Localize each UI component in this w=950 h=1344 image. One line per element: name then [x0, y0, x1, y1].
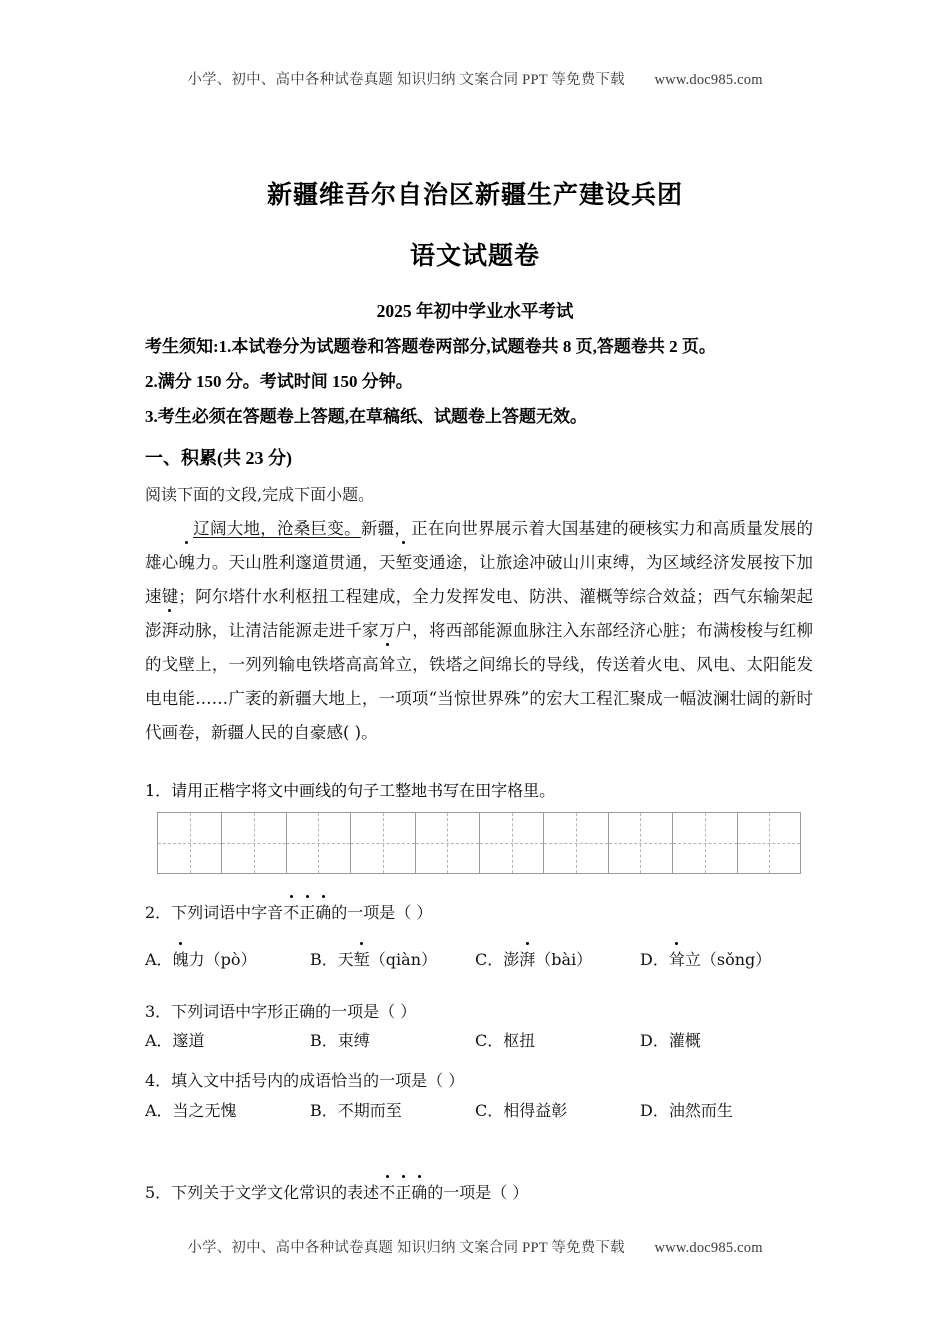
watermark-promo-text: 小学、初中、高中各种试卷真题 知识归纳 文案合同 PPT 等免费下载 [187, 72, 625, 88]
question-2-emphasis-2: 正 [299, 900, 315, 923]
question-4-options [145, 1098, 825, 1121]
passage-segment-2: 力。天山胜利邃道贯通，天 [194, 553, 396, 572]
question-4-option-d[interactable]: D．油然而生 [640, 1101, 733, 1120]
option-label: D． [640, 950, 669, 969]
reading-passage [145, 512, 813, 750]
question-2-option-c[interactable] [475, 947, 640, 970]
exam-name: 2025 年初中学业水平考试 [376, 301, 574, 321]
subject-title: 语文试题卷 [409, 241, 540, 270]
tianzige-cell[interactable] [737, 812, 801, 874]
watermark-site-url: www.doc985.com [654, 1240, 763, 1256]
option-emphasis-char: 湃 [519, 947, 535, 970]
tianzige-cell[interactable] [543, 812, 607, 874]
option-label: B． [310, 950, 338, 969]
tianzige-cell[interactable] [608, 812, 672, 874]
option-emphasis-char: 魄 [173, 947, 189, 970]
option-label: C． [475, 950, 504, 969]
question-3-stem: 3．下列词语中字形正确的一项是（ ） [145, 1002, 417, 1021]
question-3-option-d[interactable]: D．灌概 [640, 1031, 701, 1050]
section-heading: 一、积累(共 23 分) [145, 448, 292, 468]
tianzige-cell[interactable] [672, 812, 736, 874]
option-pre: 澎 [503, 950, 520, 969]
option-pre: 天 [337, 950, 354, 969]
question-3-option-b[interactable]: B．束缚 [310, 1031, 370, 1050]
tianzige-writing-grid[interactable] [157, 812, 801, 874]
notice-line-2: 2.满分 150 分。考试时间 150 分钟。 [145, 372, 413, 391]
option-label: A． [145, 950, 173, 969]
option-emphasis-char: 堑 [354, 947, 370, 970]
tianzige-cell[interactable] [415, 812, 479, 874]
watermark-promo-text: 小学、初中、高中各种试卷真题 知识归纳 文案合同 PPT 等免费下载 [187, 1240, 625, 1256]
question-2-emphasis-1: 不 [283, 900, 299, 923]
question-5-emphasis-1: 不 [379, 1180, 395, 1203]
passage-emphasis-qian: 堑 [396, 546, 413, 580]
question-2-stem-before: 2．下列词语中字音 [145, 903, 284, 922]
question-4-option-c[interactable]: C．相得益彰 [475, 1101, 568, 1120]
tianzige-cell[interactable] [221, 812, 285, 874]
passage-segment-4: 动脉，让清洁能源走进千家万户，将西部能源血脉注入东部经济心脏；布满梭梭与红柳的戈壁上，一列列输电铁塔高高 [145, 621, 814, 674]
reading-instruction: 阅读下面的文段,完成下面小题。 [145, 485, 375, 504]
question-2-option-a[interactable] [145, 947, 310, 970]
page-title: 新疆维吾尔自治区新疆生产建设兵团 [266, 180, 683, 209]
question-4-option-b[interactable]: B．不期而至 [310, 1101, 402, 1120]
watermark-site-url: www.doc985.com [654, 72, 763, 88]
passage-segment-5: 立，铁塔之间绵长的导线，传送着火电、风电、太阳能发电电能……广袤的新疆大地上，一项项“当惊世界殊”的宏大工程汇聚成一幅波澜壮阔的新时代画卷，新疆人民的自豪感( )。 [145, 655, 814, 742]
passage-segment-1: 新疆，正在向世界展示着大国基建的硬核实力和高质量发展的雄心 [145, 519, 814, 572]
question-3-options [145, 1028, 825, 1051]
question-5-stem-before: 5．下列关于文学文化常识的表述 [145, 1183, 380, 1202]
question-3-option-a[interactable]: A．邃道 [145, 1031, 205, 1050]
question-3-option-c[interactable]: C．枢扭 [475, 1031, 536, 1050]
question-2-stem-after: 的一项是（ ） [331, 903, 433, 922]
passage-emphasis-po: 魄 [178, 546, 195, 580]
watermark-header [0, 68, 950, 89]
option-emphasis-char: 耸 [669, 947, 685, 970]
question-5-emphasis-2: 正 [395, 1180, 411, 1203]
question-4-option-a[interactable]: A．当之无愧 [145, 1101, 237, 1120]
notice-line-3: 3.考生必须在答题卷上答题,在草稿纸、试题卷上答题无效。 [145, 407, 587, 426]
tianzige-cell[interactable] [350, 812, 414, 874]
option-text: （bài） [535, 950, 593, 969]
question-1-stem: 1．请用正楷字将文中画线的句子工整地书写在田字格里。 [145, 781, 556, 800]
question-2-option-b[interactable] [310, 947, 475, 970]
notice-line-1: 考生须知:1.本试卷分为试题卷和答题卷两部分,试题卷共 8 页,答题卷共 2 页。 [145, 337, 716, 356]
question-2-stem [145, 900, 432, 923]
tianzige-cell[interactable] [286, 812, 350, 874]
passage-underlined-sentence: 辽阔大地，沧桑巨变。 [193, 519, 361, 538]
option-text: 立（sǒng） [684, 950, 772, 969]
tianzige-cell[interactable] [479, 812, 543, 874]
question-5-stem [145, 1180, 528, 1203]
question-2-options [145, 947, 825, 970]
question-5-emphasis-3: 确 [411, 1180, 427, 1203]
question-2-option-d[interactable] [640, 947, 805, 970]
option-text: 力（pò） [188, 950, 257, 969]
watermark-footer [0, 1236, 950, 1257]
question-2-emphasis-3: 确 [315, 900, 331, 923]
passage-emphasis-pai: 湃 [162, 614, 179, 648]
question-4-stem: 4．填入文中括号内的成语恰当的一项是（ ） [145, 1071, 465, 1090]
question-5-stem-after: 的一项是（ ） [427, 1183, 529, 1202]
passage-emphasis-song: 耸 [379, 648, 396, 682]
tianzige-cell[interactable] [157, 812, 221, 874]
passage-segment-3: 变通途，让旅途冲破山川束缚，为区域经济发展按下加速键；阿尔塔什水利枢扭工程建成，全力发挥发电、防洪、灌概等综合效益；西气东输架起澎 [145, 553, 814, 640]
option-text: （qiàn） [369, 950, 438, 969]
